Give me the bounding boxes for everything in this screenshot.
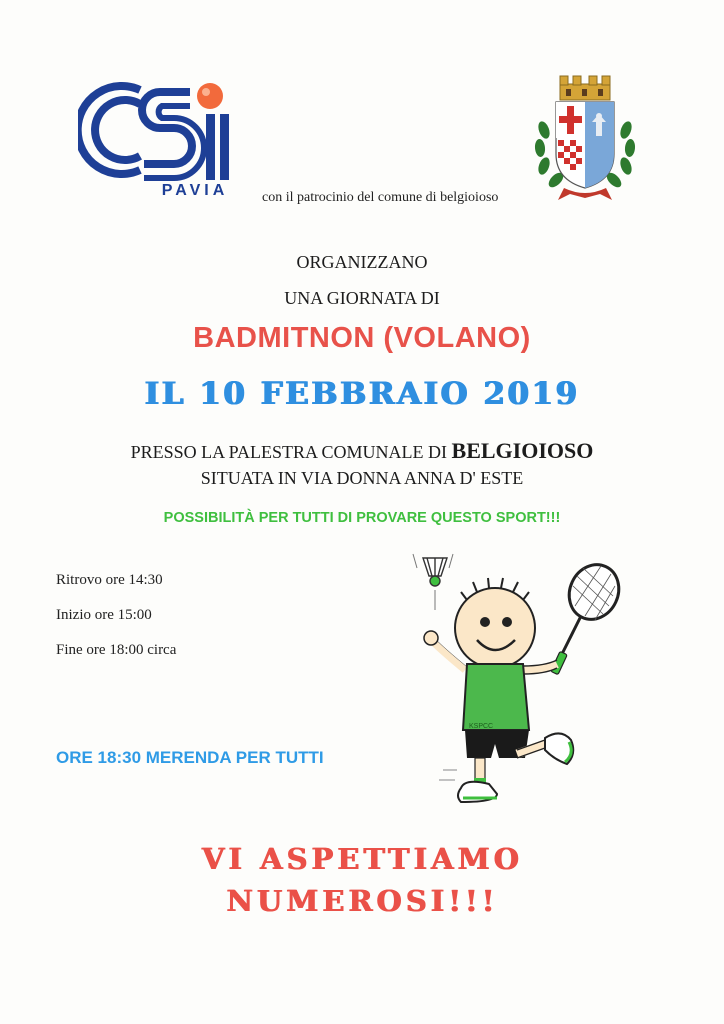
schedule-fine: Fine ore 18:00 circa bbox=[56, 642, 177, 658]
location-town: BELGIOIOSO bbox=[451, 438, 594, 463]
location-prefix: PRESSO LA PALESTRA COMUNALE DI bbox=[130, 442, 452, 462]
schedule-inizio: Inizio ore 15:00 bbox=[56, 607, 152, 623]
closing-line-1: VI ASPETTIAMO bbox=[201, 842, 523, 876]
merenda-line: ORE 18:30 MERENDA PER TUTTI bbox=[56, 748, 324, 767]
badminton-kid-illustration bbox=[405, 540, 630, 815]
racket-icon bbox=[551, 556, 628, 674]
location-line bbox=[0, 438, 724, 464]
csi-pavia-logo bbox=[78, 78, 240, 206]
address-line: SITUATA IN VIA DONNA ANNA D' ESTE bbox=[200, 468, 524, 488]
event-date: IL 10 FEBBRAIO 2019 bbox=[144, 376, 580, 412]
shuttlecock-icon bbox=[423, 558, 447, 586]
giornata-heading: UNA GIORNATA DI bbox=[284, 288, 440, 308]
patrocinio-text: con il patrocinio del comune di belgioioso bbox=[262, 190, 499, 205]
event-title: BADMITNON (VOLANO) bbox=[193, 322, 531, 354]
csi-pavia-label: PAVIA bbox=[161, 182, 229, 199]
invitation-line: POSSIBILITÀ PER TUTTI DI PROVARE QUESTO SPORT!!! bbox=[163, 510, 561, 526]
belgioioso-crest-icon bbox=[530, 70, 640, 210]
organizzano-heading: ORGANIZZANO bbox=[296, 252, 428, 272]
schedule-ritrovo: Ritrovo ore 14:30 bbox=[56, 572, 163, 588]
svg-text:KSPCC: KSPCC bbox=[469, 723, 494, 730]
closing-line-2: NUMEROSI!!! bbox=[225, 884, 499, 918]
